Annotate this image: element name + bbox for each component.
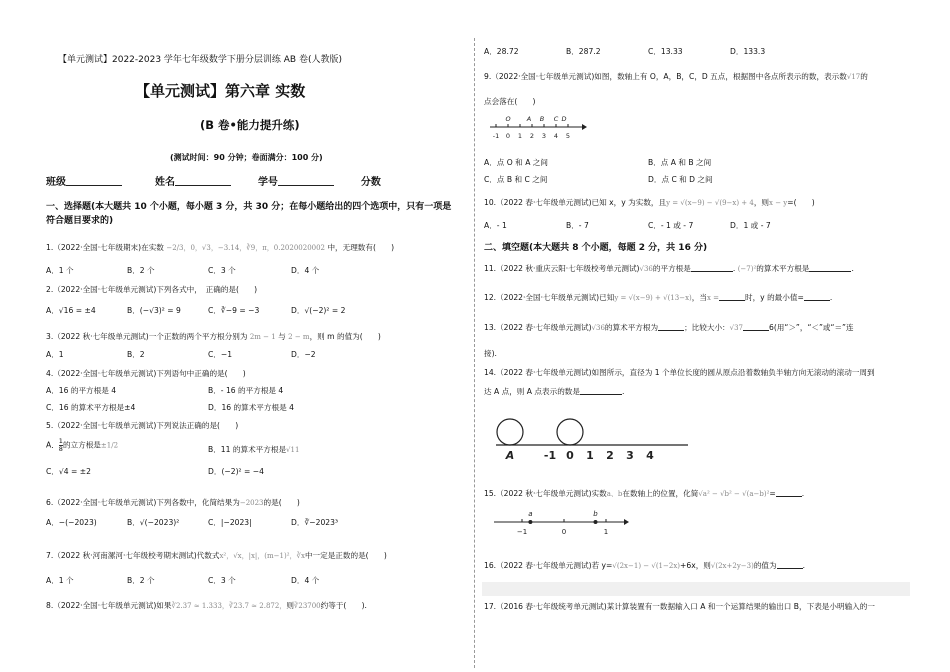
question-7: 7.（2022 秋·河南漯河·七年级校考期末测试)代数式x²，√x，|x|，(m−1)²，∛x中一定是正数的是( ) bbox=[46, 551, 387, 560]
q15-tick-label: 0 bbox=[561, 528, 567, 536]
q9-tick-label: 4 bbox=[553, 132, 559, 140]
question-14: 14.（2022 春·七年级单元测试)如图所示，直径为 1 个单位长度的圆从原点沿着数轴负半轴方向无滚动的滚动一周到 bbox=[484, 368, 875, 377]
q9-tick-label: 2 bbox=[529, 132, 535, 140]
question-2: 2.（2022·全国·七年级单元测试)下列各式中， 正确的是( ) bbox=[46, 285, 258, 294]
time-info: (测试时间：90 分钟；卷面满分：100 分) bbox=[170, 153, 323, 162]
q15-point bbox=[594, 520, 598, 524]
q7-option-c[interactable]: C．3 个 bbox=[208, 576, 236, 585]
q6-option-c[interactable]: C．|−2023| bbox=[208, 518, 252, 527]
q11-blank-1[interactable] bbox=[691, 263, 733, 272]
q5-option-c[interactable]: C．√4 = ±2 bbox=[46, 467, 91, 476]
name-field[interactable] bbox=[175, 176, 231, 186]
q1-option-b[interactable]: B．2 个 bbox=[127, 266, 155, 275]
q9-option-d[interactable]: D．点 C 和 D 之间 bbox=[648, 175, 713, 184]
id-field[interactable] bbox=[278, 176, 334, 186]
q9-point-label: D bbox=[561, 115, 567, 123]
student-info bbox=[46, 173, 381, 188]
q7-option-a[interactable]: A．1 个 bbox=[46, 576, 74, 585]
q13-blank-1[interactable] bbox=[658, 322, 684, 331]
q8-option-d[interactable]: D．133.3 bbox=[730, 47, 766, 56]
q9-tick-label: 5 bbox=[565, 132, 571, 140]
q15-axis-arrow bbox=[624, 519, 629, 525]
name-label: 姓名 bbox=[154, 177, 175, 188]
q10-option-a[interactable]: A．- 1 bbox=[484, 221, 507, 230]
q16-blank[interactable] bbox=[777, 560, 803, 569]
q10-option-c[interactable]: C．- 1 或 - 7 bbox=[648, 221, 694, 230]
question-10: 10.（2022 春·七年级单元测试)已知 x，y 为实数，且y = √(x−9) − √(9−x) + 4，则x − y=( ) bbox=[484, 198, 815, 207]
question-1: 1.（2022·全国·七年级期末)在实数 −2/3，0，√3，−3.14，∛9，π，0.2020020002 中，无理数有( ) bbox=[46, 243, 395, 252]
q12-blank-2[interactable] bbox=[804, 292, 830, 301]
question-8: 8.（2022·全国·七年级单元测试)如果∛2.37 ≈ 1.333，∛23.7 ≈ 2.872，则∛23700约等于( ). bbox=[46, 601, 367, 610]
q3-option-a[interactable]: A．1 bbox=[46, 350, 64, 359]
q9-point-label: C bbox=[553, 115, 559, 123]
q3-option-c[interactable]: C．−1 bbox=[208, 350, 233, 359]
q1-option-c[interactable]: C．3 个 bbox=[208, 266, 236, 275]
q5-option-d[interactable]: D．(−2)² = −4 bbox=[208, 467, 264, 476]
q10-option-d[interactable]: D．1 或 - 7 bbox=[730, 221, 771, 230]
q14-axis-label: A bbox=[505, 449, 515, 462]
q3-option-d[interactable]: D．−2 bbox=[291, 350, 316, 359]
q5-option-b[interactable]: B．11 的算术平方根是√11 bbox=[208, 445, 300, 454]
section1-heading: 一、选择题(本大题共 10 个小题，每小题 3 分，共 30 分；在每小题给出的四个选项中，只有一项是 bbox=[46, 202, 452, 212]
q11-blank-2[interactable] bbox=[809, 263, 851, 272]
q9-point-label: A bbox=[526, 115, 532, 123]
q9-tick-label: 1 bbox=[517, 132, 523, 140]
q9-tick-label: 3 bbox=[541, 132, 547, 140]
question-13: 13.（2022 春·七年级单元测试)√36的算术平方根为 ；比较大小：√37 6(用“＞”，“＜”或“＝”连 bbox=[484, 323, 854, 332]
column-divider bbox=[474, 38, 475, 668]
q14-circle-start bbox=[497, 419, 523, 445]
shaded-band bbox=[482, 582, 910, 596]
q15-tick-label: 1 bbox=[603, 528, 609, 536]
score-label: 分数 bbox=[360, 177, 381, 188]
q2-option-b[interactable]: B．(−√3)² = 9 bbox=[127, 306, 181, 315]
q4-option-d[interactable]: D．16 的算术平方根是 4 bbox=[208, 403, 294, 412]
q14-axis-label: 3 bbox=[626, 449, 634, 462]
question-3: 3.（2022 秋·七年级单元测试)一个正数的两个平方根分别为 2m − 1 与 2 − m，则 m 的值为( ) bbox=[46, 332, 381, 341]
q5-option-a[interactable]: A． $\frac{1}{8}$ 的立方根是±1/2 bbox=[46, 437, 119, 453]
q9-tick-label: 0 bbox=[505, 132, 511, 140]
class-label: 班级 bbox=[46, 177, 66, 188]
question-17: 17.（2016 春·七年级统考单元测试)某计算装置有一数据输入口 A 和一个运算结果的输出口 B，下表是小明输入的一 bbox=[484, 602, 875, 611]
question-13-line2: 接). bbox=[484, 349, 497, 358]
question-12: 12.（2022·全国·七年级单元测试)已知y = √(x−9) + √(13−x)，当x = 时，y 的最小值= . bbox=[484, 293, 833, 302]
q14-circle-end bbox=[557, 419, 583, 445]
q4-option-c[interactable]: C．16 的算术平方根是±4 bbox=[46, 403, 136, 412]
q6-option-d[interactable]: D．∛−2023³ bbox=[291, 518, 339, 527]
q2-option-c[interactable]: C．∛−9 = −3 bbox=[208, 306, 260, 315]
question-15: 15.（2022 秋·七年级单元测试)实数a、b在数轴上的位置，化简√a² − √b² − √(a−b)²= . bbox=[484, 489, 805, 498]
q7-option-d[interactable]: D．4 个 bbox=[291, 576, 320, 585]
q14-rolling-circle-figure bbox=[492, 410, 692, 462]
question-14-line2: 达 A 点，则 A 点表示的数是 . bbox=[484, 387, 625, 396]
q15-blank[interactable] bbox=[776, 488, 802, 497]
q9-option-a[interactable]: A．点 O 和 A 之间 bbox=[484, 158, 548, 167]
question-9-line2: 点会落在( ) bbox=[484, 97, 536, 106]
q12-blank-1[interactable] bbox=[719, 292, 745, 301]
question-5: 5.（2022·全国·七年级单元测试)下列说法正确的是( ) bbox=[46, 421, 239, 430]
q9-point-label: B bbox=[539, 115, 545, 123]
q2-option-d[interactable]: D．√(−2)² = 2 bbox=[291, 306, 346, 315]
q14-axis-label: 4 bbox=[646, 449, 654, 462]
class-field[interactable] bbox=[66, 176, 122, 186]
page-subtitle: (B 卷•能力提升练) bbox=[200, 118, 300, 132]
q9-option-c[interactable]: C．点 B 和 C 之间 bbox=[484, 175, 548, 184]
question-16: 16.（2022 春·七年级单元测试)若 y=√(2x−1) − √(1−2x)+6x，则√(2x+2y−3)的值为 . bbox=[484, 561, 806, 570]
question-4: 4.（2022·全国·七年级单元测试)下列语句中正确的是( ) bbox=[46, 369, 246, 378]
question-6: 6.（2022·全国·七年级单元测试)下列各数中，化简结果为−2023的是( ) bbox=[46, 498, 300, 507]
id-label: 学号 bbox=[257, 177, 278, 188]
q14-axis-label: 2 bbox=[606, 449, 614, 462]
q15-point bbox=[528, 520, 532, 524]
q15-tick-label: −1 bbox=[516, 528, 528, 536]
q7-option-b[interactable]: B．2 个 bbox=[127, 576, 155, 585]
q13-blank-2[interactable] bbox=[743, 322, 769, 331]
q14-axis-label: 0 bbox=[566, 449, 574, 462]
q9-axis-arrow bbox=[582, 124, 587, 130]
q15-point-label: a bbox=[528, 510, 533, 518]
q4-option-a[interactable]: A．16 的平方根是 4 bbox=[46, 386, 117, 395]
q6-option-a[interactable]: A．−(−2023) bbox=[46, 518, 97, 527]
q9-tick-label: -1 bbox=[492, 132, 500, 140]
question-11: 11.（2022 秋·重庆云阳·七年级校考单元测试)√36的平方根是 . (−7)²的算术平方根是 . bbox=[484, 264, 854, 273]
q3-option-b[interactable]: B．2 bbox=[127, 350, 145, 359]
q10-option-b[interactable]: B．- 7 bbox=[566, 221, 589, 230]
page-title: 【单元测试】第六章 实数 bbox=[135, 82, 306, 100]
q9-number-line bbox=[488, 113, 588, 145]
q14-blank[interactable] bbox=[580, 386, 622, 395]
section2-heading: 二、填空题(本大题共 8 个小题，每题 2 分，共 16 分) bbox=[484, 243, 708, 253]
q6-option-b[interactable]: B．√(−2023)² bbox=[127, 518, 180, 527]
q15-point-label: b bbox=[593, 510, 598, 518]
q9-point-label: O bbox=[505, 115, 511, 123]
q9-option-b[interactable]: B．点 A 和 B 之间 bbox=[648, 158, 712, 167]
q8-option-c[interactable]: C．13.33 bbox=[648, 47, 683, 56]
q1-option-a[interactable]: A．1 个 bbox=[46, 266, 74, 275]
paper-header: 【单元测试】2022-2023 学年七年级数学下册分层训练 AB 卷(人教版) bbox=[58, 55, 342, 65]
q14-axis-label: -1 bbox=[543, 449, 557, 462]
q2-option-a[interactable]: A．√16 = ±4 bbox=[46, 306, 96, 315]
q8-option-a[interactable]: A．28.72 bbox=[484, 47, 519, 56]
section1-heading-2: 符合题目要求的) bbox=[46, 216, 114, 226]
q14-axis-label: 1 bbox=[586, 449, 594, 462]
q4-option-b[interactable]: B．- 16 的平方根是 4 bbox=[208, 386, 284, 395]
q15-number-line bbox=[492, 508, 632, 538]
q1-option-d[interactable]: D．4 个 bbox=[291, 266, 320, 275]
question-9: 9.（2022·全国·七年级单元测试)如图，数轴上有 O，A，B，C，D 五点，根据图中各点所表示的数，表示数√17的 bbox=[484, 72, 868, 81]
q8-option-b[interactable]: B．287.2 bbox=[566, 47, 601, 56]
